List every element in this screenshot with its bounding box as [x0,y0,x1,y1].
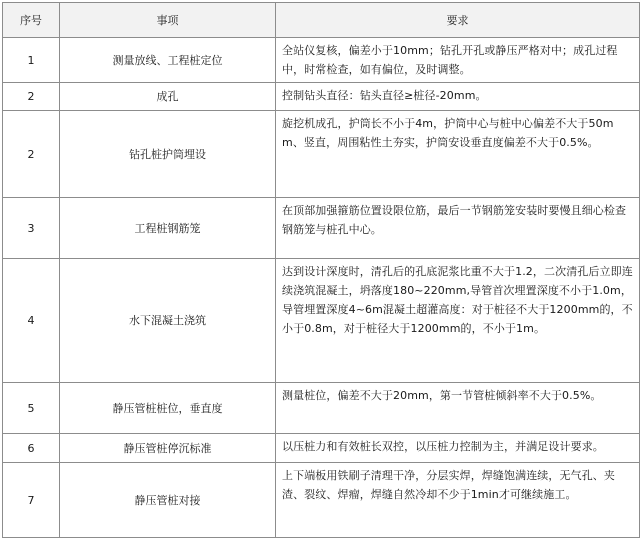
row-item: 测量放线、工程桩定位 [60,38,276,83]
row-item: 成孔 [60,83,276,111]
row-item: 静压管桩对接 [60,463,276,538]
row-requirement: 测量桩位，偏差不大于20mm，第一节管桩倾斜率不大于0.5%。 [276,383,640,434]
row-serial-number: 1 [3,38,60,83]
row-item: 静压管桩停沉标准 [60,434,276,463]
row-requirement: 旋挖机成孔，护筒长不小于4m，护筒中心与桩中心偏差不大于50mm、竖直，周围粘性土夯实，护筒安设垂直度偏差不大于0.5%。 [276,111,640,198]
table-row [3,111,640,198]
row-item: 工程桩钢筋笼 [60,198,276,259]
header-serial-number: 序号 [3,3,60,38]
table-row [3,463,640,538]
row-item: 水下混凝土浇筑 [60,259,276,383]
table-row [3,83,640,111]
row-requirement: 控制钻头直径：钻头直径≥桩径-20mm。 [276,83,640,111]
row-requirement: 上下端板用铁刷子清理干净，分层实焊，焊缝饱满连续，无气孔、夹渣、裂纹、焊瘤，焊缝自然冷却不少于1min才可继续施工。 [276,463,640,538]
row-serial-number: 5 [3,383,60,434]
row-serial-number: 2 [3,83,60,111]
row-serial-number: 6 [3,434,60,463]
table-header-row [3,3,640,38]
row-serial-number: 3 [3,198,60,259]
table-row [3,259,640,383]
row-serial-number: 2 [3,111,60,198]
row-requirement: 全站仪复核，偏差小于10mm；钻孔开孔或静压严格对中；成孔过程中，时常检查，如有偏位，及时调整。 [276,38,640,83]
row-serial-number: 7 [3,463,60,538]
table-row [3,383,640,434]
row-item: 静压管桩桩位，垂直度 [60,383,276,434]
row-requirement: 以压桩力和有效桩长双控，以压桩力控制为主，并满足设计要求。 [276,434,640,463]
row-serial-number: 4 [3,259,60,383]
row-requirement: 在顶部加强箍筋位置设限位筋，最后一节钢筋笼安装时要慢且细心检查钢筋笼与桩孔中心。 [276,198,640,259]
requirements-table [2,2,640,538]
table-row [3,198,640,259]
header-requirement: 要求 [276,3,640,38]
table-row [3,38,640,83]
construction-requirements-document [2,2,639,538]
table-row [3,434,640,463]
row-item: 钻孔桩护筒埋设 [60,111,276,198]
row-requirement: 达到设计深度时，清孔后的孔底泥浆比重不大于1.2，二次清孔后立即连续浇筑混凝土，坍落度180~220mm,导管首次埋置深度不小于1.0m，导管埋置深度4~6m混凝土超灌高度：对于桩径不大于1200mm的，不小于0.8m，对于桩径大于1200mm的，不小于1m。 [276,259,640,383]
header-item: 事项 [60,3,276,38]
